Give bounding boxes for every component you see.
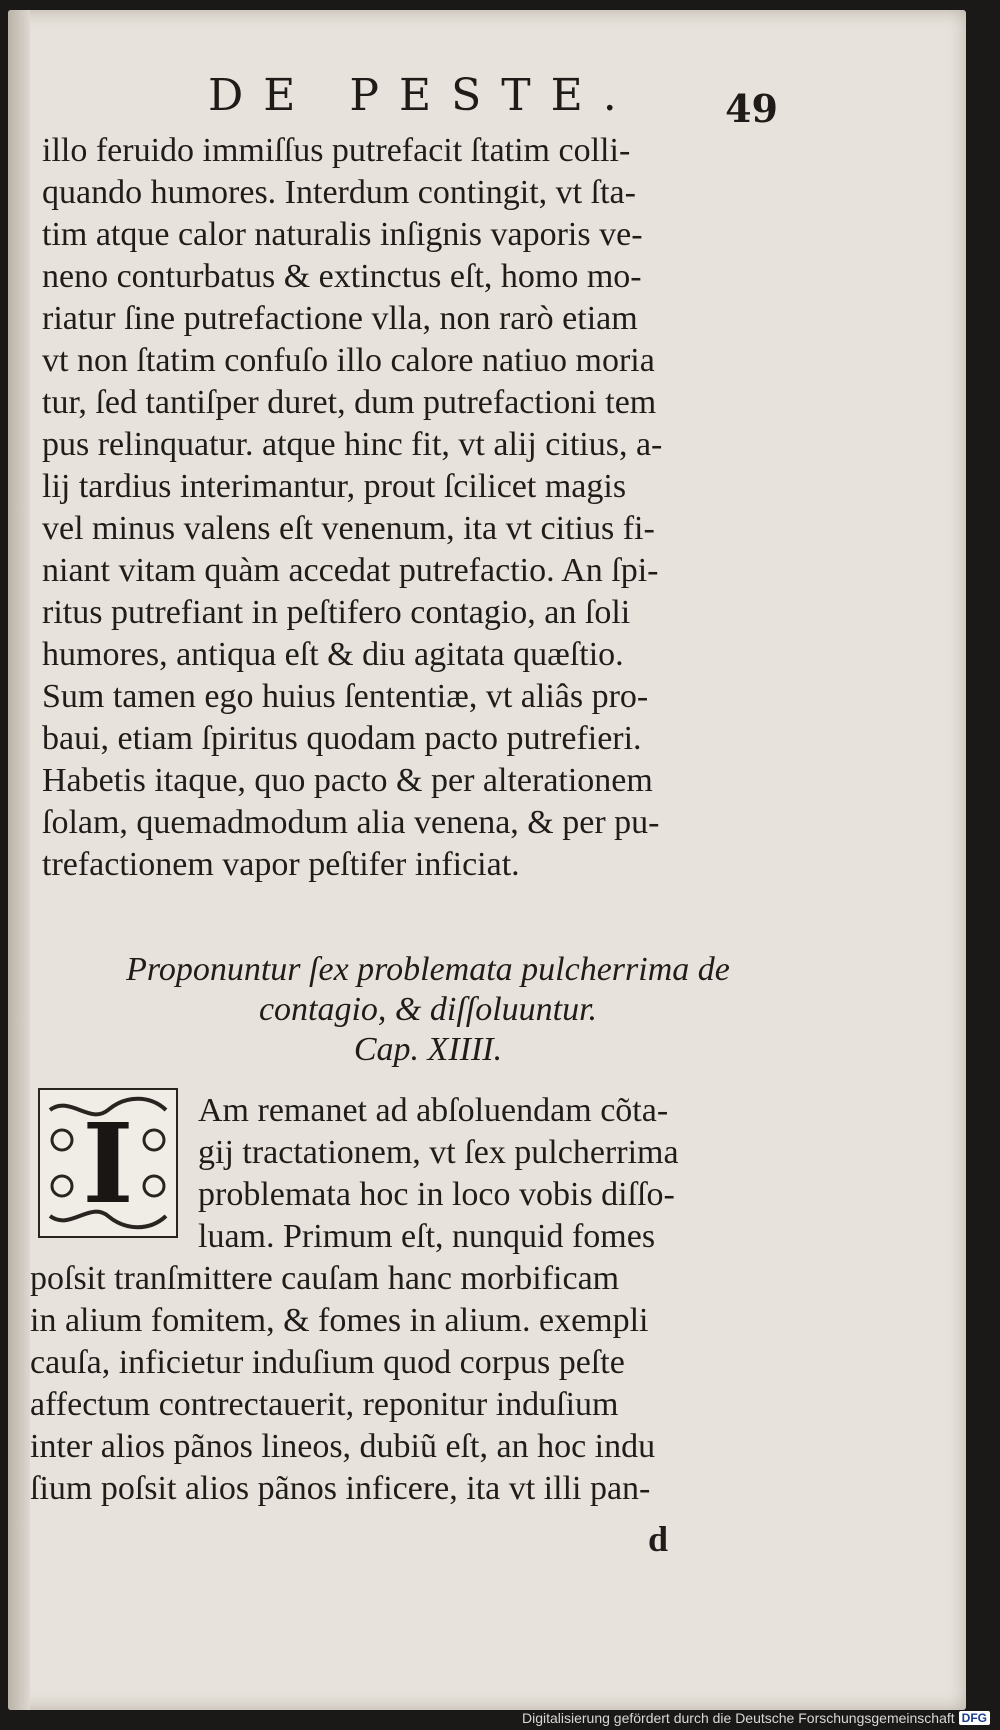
text-line: poſsit tranſmittere cauſam hanc morbificam [30, 1260, 620, 1297]
text-line: quando humores. Interdum contingit, vt ſta- [42, 174, 636, 211]
digitization-credit [522, 1710, 990, 1726]
text-line: tim atque calor naturalis inſignis vaporis ve- [42, 216, 643, 253]
page-number: 49 [725, 86, 778, 131]
text-line: luam. Primum eſt, nunquid fomes [198, 1218, 656, 1255]
credit-text: Digitalisierung gefördert durch die Deutsche Forschungsgemeinschaft [521, 1710, 955, 1726]
text-line: gij tractationem, vt ſex pulcherrima [198, 1134, 679, 1171]
text-line: Sum tamen ego huius ſententiæ, vt aliâs pro- [42, 678, 649, 715]
text-line: problemata hoc in loco vobis diſſo- [198, 1176, 675, 1213]
text-line: niant vitam quàm accedat putrefactio. An ſpi- [42, 552, 659, 589]
text-line: humores, antiqua eſt & diu agitata quæſtio. [42, 636, 624, 673]
text-line: pus relinquatur. atque hinc fit, vt alij citius, a- [42, 426, 663, 463]
text-line: affectum contrectauerit, reponitur induſium [30, 1386, 619, 1423]
chapter-heading [98, 950, 758, 1070]
text-line: lij tardius interimantur, prout ſcilicet magis [42, 468, 627, 505]
text-line: cauſa, inficietur induſium quod corpus peſte [30, 1344, 625, 1381]
chapter-paragraph [30, 1258, 790, 1510]
heading-line: contagio, & diſſoluuntur. [258, 991, 598, 1028]
text-line: ritus putrefiant in peſtifero contagio, an ſoli [42, 594, 631, 631]
running-head: DE PESTE. [208, 70, 637, 121]
text-line: ſium poſsit alios pãnos inficere, ita vt illi pan- [30, 1470, 651, 1507]
text-line: neno conturbatus & extinctus eſt, homo mo- [42, 258, 642, 295]
book-page [8, 10, 966, 1710]
text-line: vel minus valens eſt venenum, ita vt citius fi- [42, 510, 655, 547]
text-line: Habetis itaque, quo pacto & per alterationem [42, 762, 653, 799]
text-line: riatur ſine putrefactione vlla, non rarò etiam [42, 300, 638, 337]
body-paragraph [42, 130, 772, 886]
text-line: illo feruido immiſſus putrefacit ſtatim colli- [42, 132, 631, 169]
text-line: trefactionem vapor peſtifer inficiat. [42, 846, 520, 883]
text-line: ſolam, quemadmodum alia venena, & per pu- [42, 804, 660, 841]
text-line: vt non ſtatim confuſo illo calore natiuo moria [42, 342, 655, 379]
page-gutter [8, 10, 30, 1710]
chapter-number: Cap. XIIII. [353, 1031, 503, 1068]
text-line: tur, ſed tantiſper duret, dum putrefactioni tem [42, 384, 657, 421]
drop-cap-letter: I [82, 1098, 134, 1228]
text-line: baui, etiam ſpiritus quodam pacto putrefieri. [42, 720, 642, 757]
dfg-logo: DFG [959, 1711, 990, 1725]
ornamental-initial [38, 1088, 178, 1238]
heading-line: Proponuntur ſex problemata pulcherrima de [126, 951, 730, 988]
chapter-opening [198, 1090, 778, 1258]
text-line: inter alios pãnos lineos, dubiũ eſt, an hoc indu [30, 1428, 656, 1465]
text-line: Am remanet ad abſoluendam cõta- [198, 1092, 669, 1129]
text-line: in alium fomitem, & fomes in alium. exempli [30, 1302, 649, 1339]
signature-mark: d [648, 1519, 669, 1559]
